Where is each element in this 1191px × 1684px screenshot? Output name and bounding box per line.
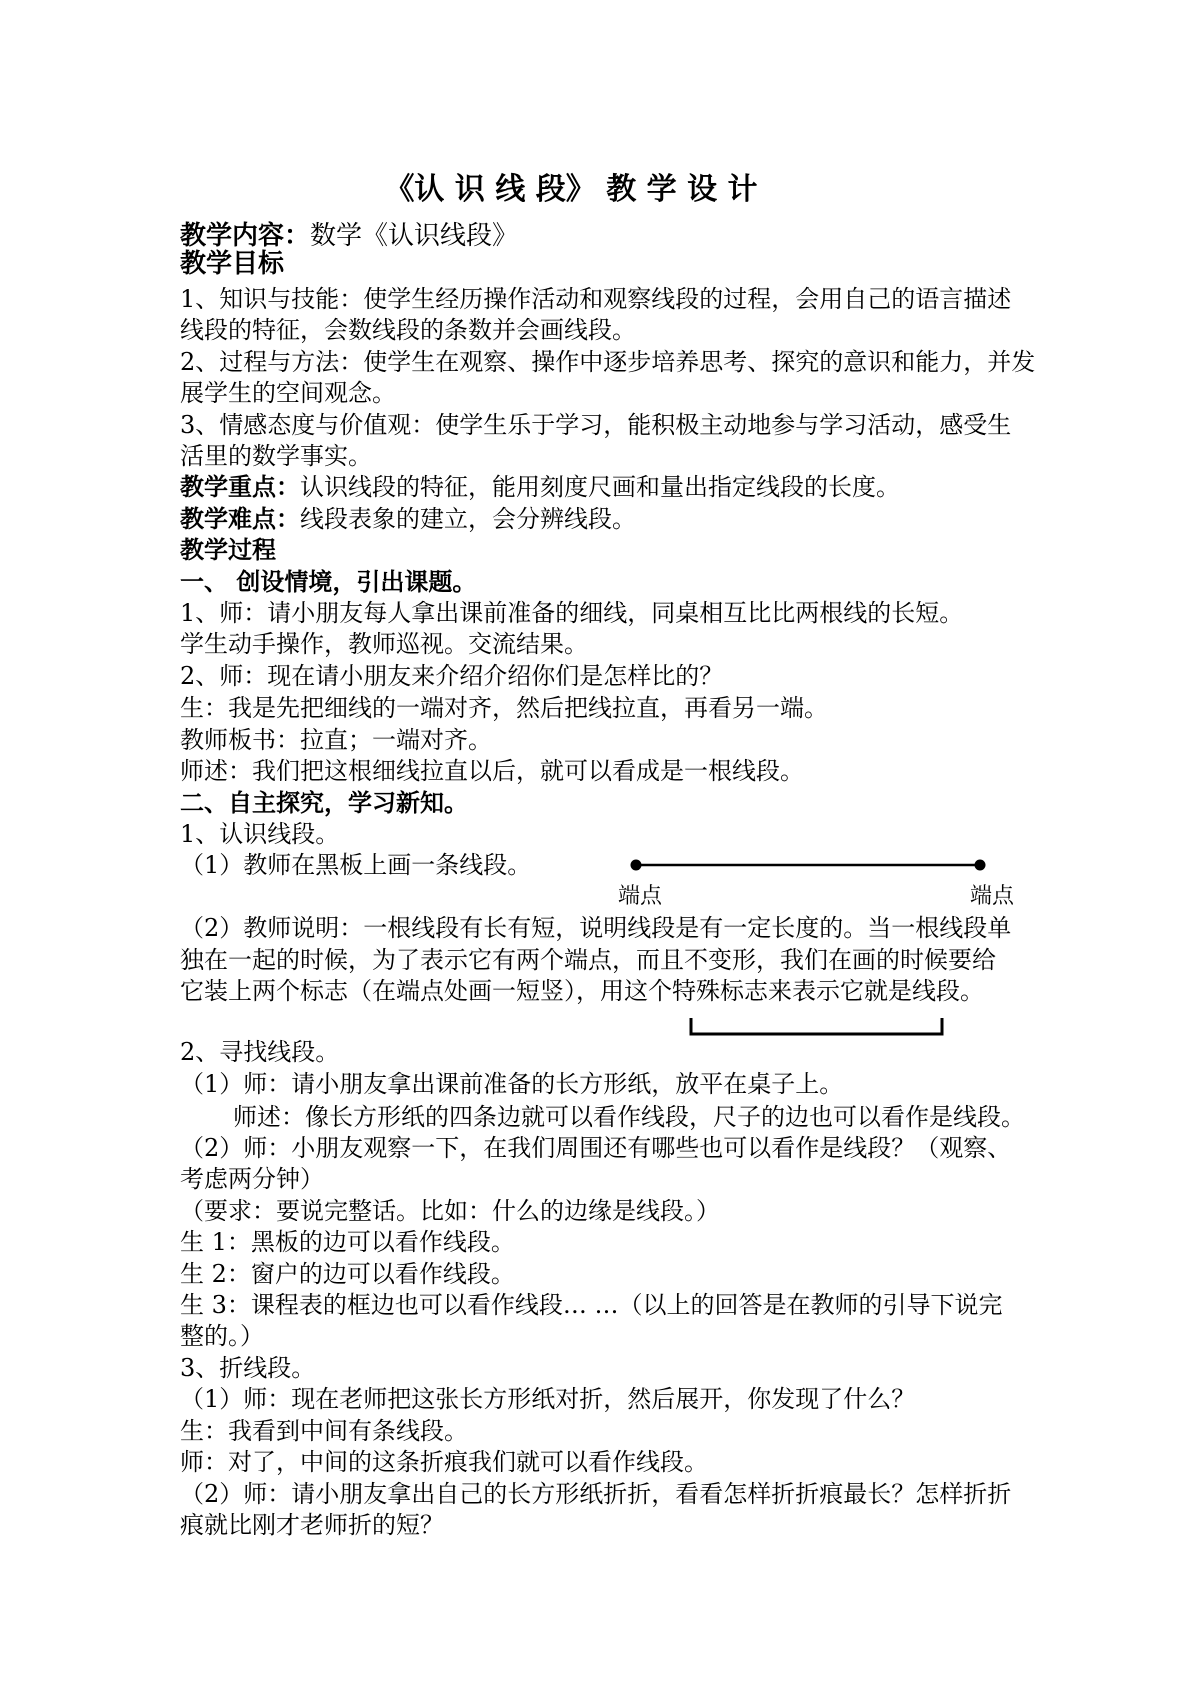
difficulty-label: 教学难点： — [180, 504, 300, 533]
objective-line: 线段的特征，会数线段的条数并会画线段。 — [180, 316, 636, 344]
objective-line: 3、情感态度与价值观：使学生乐于学习，能积极主动地参与学习活动，感受生 — [180, 411, 1012, 439]
section1-line: 生：我是先把细线的一端对齐，然后把线拉直，再看另一端。 — [180, 694, 828, 722]
section1-line: 教师板书：拉直；一端对齐。 — [180, 726, 492, 754]
teaching-content-text: 数学《认识线段》 — [310, 221, 519, 251]
teaching-content-label: 教学内容： — [180, 221, 311, 251]
endpoint-dot-left — [631, 860, 642, 871]
objective-line: 展学生的空间观念。 — [180, 379, 396, 407]
section2-line: 2、寻找线段。 — [180, 1038, 340, 1066]
key-point-text: 认识线段的特征，能用刻度尺画和量出指定线段的长度。 — [300, 473, 900, 501]
section1-line: 2、师：现在请小朋友来介绍介绍你们是怎样比的？ — [180, 662, 724, 690]
section2-line: 师述：像长方形纸的四条边就可以看作线段，尺子的边也可以看作是线段。 — [233, 1103, 1025, 1131]
section2-line: 生 1：黑板的边可以看作线段。 — [180, 1228, 515, 1256]
endpoint-label-right: 端点 — [970, 884, 1015, 909]
section1-heading: 一、 创设情境，引出课题。 — [180, 567, 477, 596]
marked-segment — [691, 1018, 942, 1034]
section2-line: 考虑两分钟） — [180, 1165, 324, 1193]
difficulty-line — [180, 504, 636, 534]
section1-line: 学生动手操作，教师巡视。交流结果。 — [180, 630, 588, 658]
section2-heading: 二、自主探究，学习新知。 — [180, 788, 468, 817]
section2-line: （1）师：现在老师把这张长方形纸对折，然后展开，你发现了什么？ — [180, 1385, 916, 1413]
section2-line: （2）师：请小朋友拿出自己的长方形纸折折，看看怎样折折痕最长？怎样折折 — [180, 1480, 1012, 1508]
key-point-line — [180, 472, 900, 502]
segment-with-end-marks-diagram — [685, 1012, 949, 1040]
objective-line: 活里的数学事实。 — [180, 442, 372, 470]
section2-line: 痕就比刚才老师折的短？ — [180, 1511, 444, 1539]
endpoint-dot-right — [975, 860, 986, 871]
section2-line: 独在一起的时候，为了表示它有两个端点，而且不变形，我们在画的时候要给 — [180, 946, 996, 974]
section2-line: 生 2：窗户的边可以看作线段。 — [180, 1260, 515, 1288]
section2-line: 整的。） — [180, 1322, 264, 1350]
section1-line: 1、师：请小朋友每人拿出课前准备的细线，同桌相互比比两根线的长短。 — [180, 599, 964, 627]
difficulty-text: 线段表象的建立，会分辨线段。 — [300, 505, 636, 533]
objective-line: 1、知识与技能：使学生经历操作活动和观察线段的过程，会用自己的语言描述 — [180, 285, 1012, 313]
section2-line: 它装上两个标志（在端点处画一短竖），用这个特殊标志来表示它就是线段。 — [180, 977, 984, 1005]
section2-line: 生：我看到中间有条线段。 — [180, 1417, 468, 1445]
section2-line: 3、折线段。 — [180, 1354, 316, 1382]
section2-line: （1）教师在黑板上画一条线段。 — [180, 851, 532, 879]
endpoint-label-left: 端点 — [618, 884, 663, 909]
section2-line: 生 3：课程表的框边也可以看作线段… …（以上的回答是在教师的引导下说完 — [180, 1291, 1003, 1319]
section2-line: （1）师：请小朋友拿出课前准备的长方形纸，放平在桌子上。 — [180, 1070, 844, 1098]
process-heading: 教学过程 — [180, 535, 276, 564]
section2-line: 1、认识线段。 — [180, 820, 340, 848]
section2-line: （2）师：小朋友观察一下，在我们周围还有哪些也可以看作是线段？（观察、 — [180, 1134, 1012, 1162]
section2-line: （要求：要说完整话。比如：什么的边缘是线段。） — [180, 1197, 720, 1225]
objective-line: 2、过程与方法：使学生在观察、操作中逐步培养思考、探究的意识和能力，并发 — [180, 348, 1036, 376]
line-segment-diagram — [620, 850, 1000, 880]
key-point-label: 教学重点： — [180, 472, 300, 501]
section1-line: 师述：我们把这根细线拉直以后，就可以看成是一根线段。 — [180, 757, 804, 785]
section2-line: 师：对了，中间的这条折痕我们就可以看作线段。 — [180, 1448, 708, 1476]
document-title: 《认 识 线 段》 教 学 设 计 — [384, 172, 758, 207]
section2-line: （2）教师说明：一根线段有长有短，说明线段是有一定长度的。当一根线段单 — [180, 914, 1012, 942]
objectives-heading: 教学目标 — [180, 249, 285, 279]
